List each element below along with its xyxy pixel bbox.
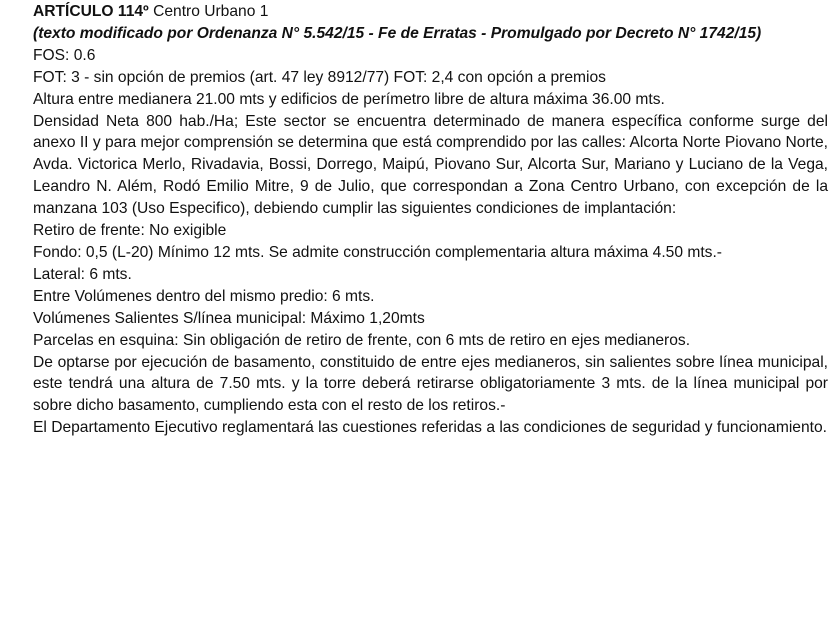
parcelas-esquina-paragraph: Parcelas en esquina: Sin obligación de retiro de frente, con 6 mts de retiro en ejes medianeros. [33,331,691,349]
fot-line: FOT: 3 - sin opción de premios (art. 47 ley 8912/77) FOT: 2,4 con opción a premios [33,68,606,86]
fondo-paragraph: Fondo: 0,5 (L-20) Mínimo 12 mts. Se admite construcción complementaria altura máxima 4.50 mts.- [33,243,723,261]
fos-line: FOS: 0.6 [33,46,96,64]
lateral-line: Lateral: 6 mts. [33,265,132,283]
article-number: ARTÍCULO 114º [33,3,149,20]
altura-line: Altura entre medianera 21.00 mts y edificios de perímetro libre de altura máxima 36.00 mts. [33,90,665,108]
entre-volumenes-line: Entre Volúmenes dentro del mismo predio: 6 mts. [33,287,375,305]
densidad-paragraph: Densidad Neta 800 hab./Ha; Este sector se encuentra determinado de manera específica conforme surge del anexo II y para mejor comprensión se determina que está comprendido por las calles: Alcorta Norte Piovano Norte, Avda. Victorica Merlo, Rivadavia, Bossi, Dorrego, Maipú, Piovano Sur, Alcorta Sur, Mariano y Luciano de la Vega, Leandro N. Além, Rodó Emilio Mitre, 9 de Julio, que correspondan a Zona Centro Urbano, con excepción de la manzana 103 (Uso Especifico), debiendo cumplir las siguientes condiciones de implantación: [33,112,828,218]
article-subtitle: (texto modificado por Ordenanza N° 5.542/15 - Fe de Erratas - Promulgado por Decreto N° 1742/15) [33,24,762,42]
volumenes-salientes-line: Volúmenes Salientes S/línea municipal: Máximo 1,20mts [33,309,425,327]
article-title: Centro Urbano 1 [153,3,269,20]
article-heading [33,1,828,23]
departamento-paragraph: El Departamento Ejecutivo reglamentará las cuestiones referidas a las condiciones de seguridad y funcionamiento. [33,419,827,437]
retiro-frente-line: Retiro de frente: No exigible [33,222,227,240]
basamento-paragraph: De optarse por ejecución de basamento, constituido de entre ejes medianeros, sin salientes sobre línea municipal, este tendrá una altura de 7.50 mts. y la torre deberá retirarse obligatoriamente 3 mts. de la línea municipal por sobre dicho basamento, cumpliendo esta con el resto de los retiros.- [33,353,828,415]
